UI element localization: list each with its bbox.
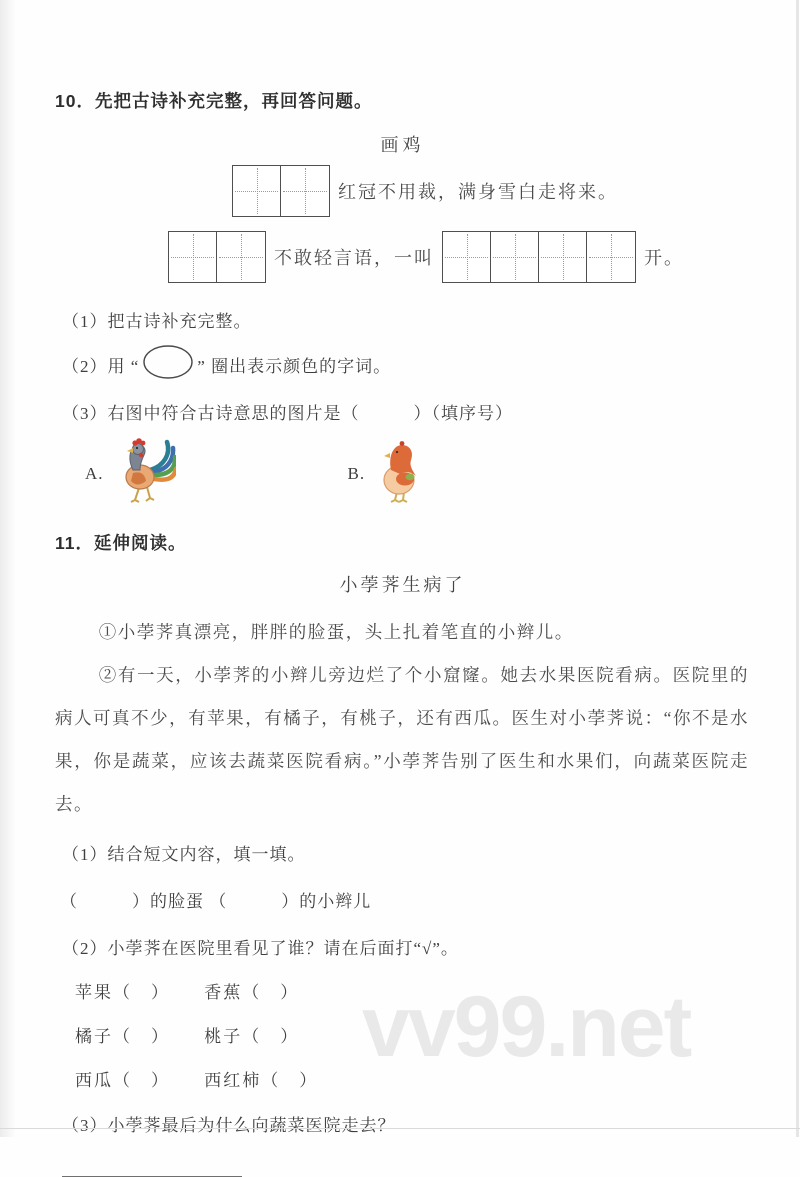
fruit-option[interactable] bbox=[204, 1027, 299, 1046]
poem-title: 画鸡 bbox=[380, 135, 425, 155]
check-slot[interactable]: （ ） bbox=[242, 1027, 300, 1046]
q10-image-options bbox=[55, 438, 750, 510]
check-slot[interactable]: （ ） bbox=[261, 1071, 319, 1090]
passage-title: 小荸荠生病了 bbox=[339, 575, 466, 595]
grid-cell[interactable] bbox=[443, 232, 491, 282]
poem-line-1-text: 红冠不用裁，满身雪白走将来。 bbox=[338, 182, 618, 202]
fruit-label: 西瓜 bbox=[75, 1071, 113, 1090]
q11-subquestion-3: （3）小荸荠最后为什么向蔬菜医院走去？ bbox=[62, 1116, 396, 1135]
check-slot[interactable]: （ ） bbox=[113, 983, 170, 1002]
writing-grid[interactable] bbox=[168, 231, 266, 283]
grid-cell[interactable] bbox=[587, 232, 635, 282]
fruit-option[interactable] bbox=[75, 983, 170, 1002]
fruit-check-row bbox=[75, 1022, 750, 1047]
fruit-label: 苹果 bbox=[75, 983, 113, 1002]
fruit-label: 桃子 bbox=[204, 1027, 243, 1046]
writing-grid[interactable] bbox=[442, 231, 636, 283]
q10-subquestion-2 bbox=[62, 344, 750, 385]
fruit-label: 西红柿 bbox=[204, 1071, 262, 1090]
option-b-label: B. bbox=[347, 464, 366, 483]
watermark: vv99.net bbox=[362, 979, 691, 1075]
question-10-header: 10．先把古诗补充完整，再回答问题。 bbox=[55, 91, 373, 111]
option-a-label: A. bbox=[85, 464, 104, 483]
check-slot[interactable]: （ ） bbox=[113, 1027, 170, 1046]
grid-cell[interactable] bbox=[539, 232, 587, 282]
check-slot[interactable]: （ ） bbox=[242, 983, 300, 1002]
grid-cell[interactable] bbox=[233, 166, 281, 216]
q10-subquestion-2-prefix: （2）用 “ bbox=[62, 357, 140, 376]
hen-image bbox=[375, 440, 429, 509]
fruit-label: 香蕉 bbox=[204, 983, 243, 1002]
passage-paragraph-1: ①小荸荠真漂亮，胖胖的脸蛋，头上扎着笔直的小辫儿。 bbox=[98, 622, 574, 642]
poem-line-2-text-end: 开。 bbox=[644, 248, 684, 268]
fruit-label: 橘子 bbox=[75, 1027, 113, 1046]
grid-cell[interactable] bbox=[169, 232, 217, 282]
fruit-option[interactable] bbox=[204, 1071, 318, 1090]
grid-cell[interactable] bbox=[217, 232, 265, 282]
grid-cell[interactable] bbox=[281, 166, 329, 216]
poem-line-2 bbox=[168, 231, 750, 283]
q11-subquestion-2: （2）小荸荠在医院里看见了谁？请在后面打“√”。 bbox=[62, 939, 459, 958]
check-slot[interactable]: （ ） bbox=[113, 1071, 170, 1090]
poem-line-1 bbox=[232, 165, 750, 217]
q11-fill-blanks[interactable]: （ ）的脸蛋 （ ）的小辫儿 bbox=[60, 892, 372, 911]
passage-paragraph-2: ②有一天，小荸荠的小辫儿旁边烂了个小窟窿。她去水果医院看病。医院里的病人可真不少，有苹果，有橘子，有桃子，还有西瓜。医生对小荸荠说：“你不是水果，你是蔬菜，应该去蔬菜医院看病。”小荸荠告别了医生和水果们，向蔬菜医院走去。 bbox=[55, 665, 749, 814]
q10-subquestion-3: （3）右图中符合古诗意思的图片是（ ）（填序号） bbox=[62, 404, 513, 423]
poem-line-2-text-mid: 不敢轻言语，一叫 bbox=[274, 248, 434, 268]
q11-subquestion-1: （1）结合短文内容，填一填。 bbox=[62, 845, 306, 864]
q10-subquestion-2-suffix: ” 圈出表示颜色的字词。 bbox=[197, 357, 392, 376]
rooster-image bbox=[114, 438, 176, 511]
fruit-check-row bbox=[75, 1066, 750, 1091]
grid-cell[interactable] bbox=[491, 232, 539, 282]
fruit-option[interactable] bbox=[75, 1027, 170, 1046]
circle-shape-icon bbox=[142, 344, 194, 385]
fruit-check-row bbox=[75, 978, 750, 1003]
writing-grid[interactable] bbox=[232, 165, 330, 217]
question-11-header: 11．延伸阅读。 bbox=[55, 533, 187, 553]
fruit-option[interactable] bbox=[75, 1071, 170, 1090]
q10-subquestion-1: （1）把古诗补充完整。 bbox=[62, 312, 252, 331]
fruit-option[interactable] bbox=[204, 983, 299, 1002]
